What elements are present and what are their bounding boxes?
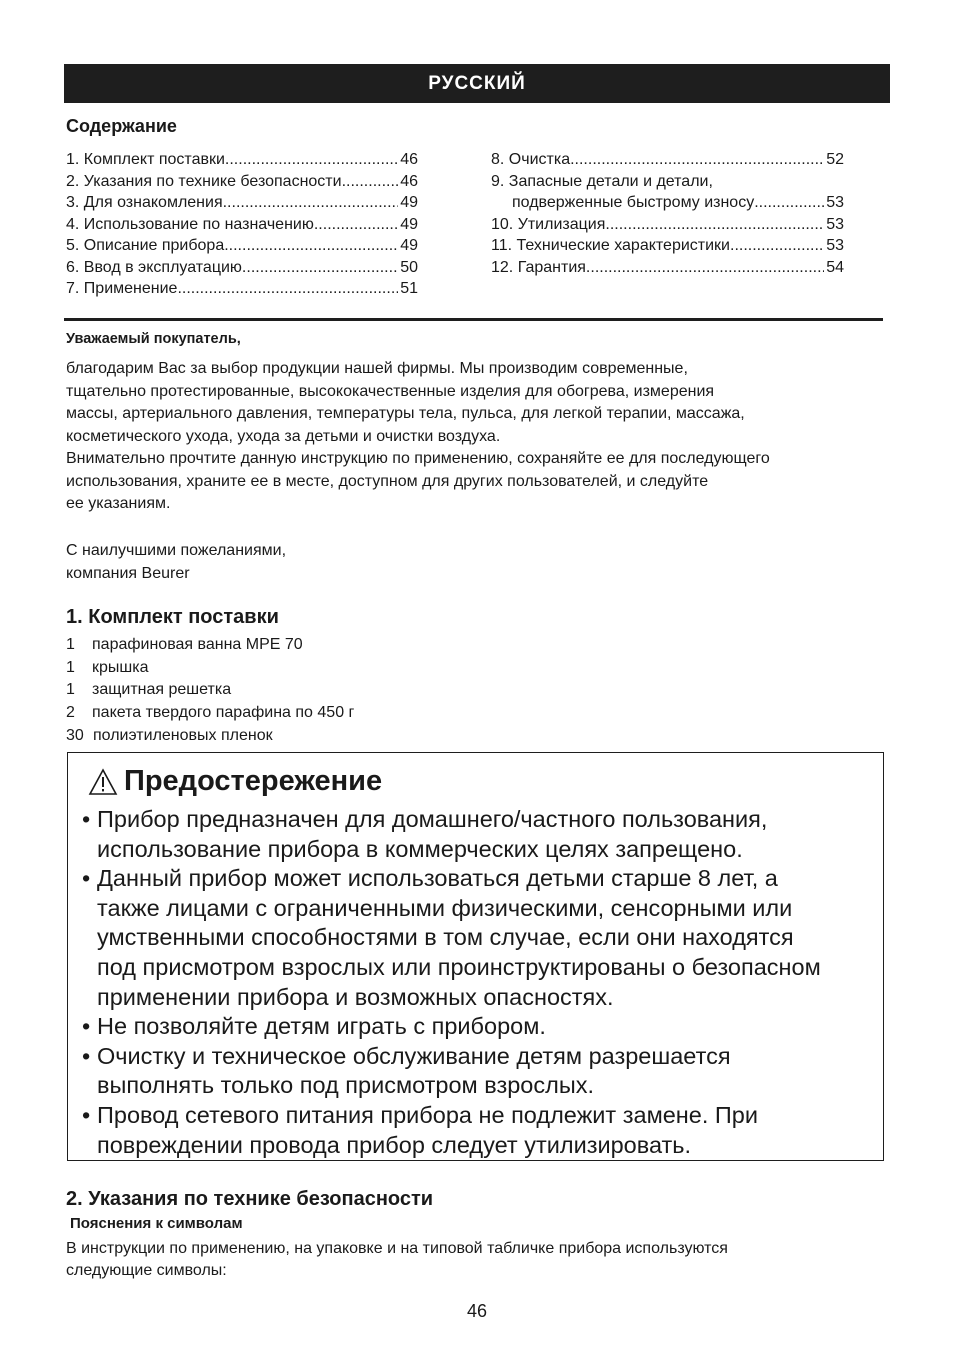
- text-line: Не позволяйте детям играть с прибором.: [97, 1013, 546, 1040]
- page-number: 46: [466, 1301, 488, 1321]
- list-item: 1 защитная решетка: [66, 681, 232, 699]
- bullet: •: [82, 865, 91, 892]
- list-item: 2 пакета твердого парафина по 450 г: [66, 704, 355, 722]
- toc-item[interactable]: подверженные быстрому износу ..... 53: [491, 192, 844, 214]
- toc-item[interactable]: 7. Применение ..... 51: [66, 278, 418, 300]
- toc-item[interactable]: 2. Указания по технике безопасности ..... 46: [66, 171, 418, 193]
- text-line: повреждении провода прибор следует утилизировать.: [97, 1131, 692, 1158]
- warning-item: [82, 1042, 821, 1101]
- intro-paragraph: [66, 358, 896, 516]
- text-line: Данный прибор может использоваться детьми старше 8 лет, а: [97, 865, 778, 892]
- warning-header: [88, 765, 382, 798]
- text-line: использования, храните ее в месте, доступном для других пользователей, и следуйте: [66, 472, 709, 490]
- text-line: тщательно протестированные, высококачественные изделия для обогрева, измерения: [66, 382, 715, 400]
- text-line: ее указаниям.: [66, 495, 171, 512]
- bullet: •: [82, 1101, 91, 1128]
- text-line: Очистку и техническое обслуживание детям разрешается: [97, 1042, 731, 1069]
- text-line: Прибор предназначен для домашнего/частного пользования,: [97, 806, 768, 832]
- section-2-title: 2. Указания по технике безопасности: [66, 1188, 434, 1210]
- warning-item: [82, 1101, 821, 1160]
- text-line: выполнять только под присмотром взрослых.: [97, 1072, 595, 1099]
- toc-item[interactable]: 1. Комплект поставки ..... 46: [66, 149, 418, 171]
- toc-right-column: [491, 149, 844, 278]
- toc-item[interactable]: 10. Утилизация ..... 53: [491, 214, 844, 236]
- bullet: •: [82, 1013, 91, 1040]
- warning-box: [67, 752, 884, 1161]
- greeting: Уважаемый покупатель,: [66, 331, 241, 347]
- text-line: умственными способностями в том случае, если они находятся: [97, 924, 794, 951]
- list-item: 30 полиэтиленовых пленок: [66, 726, 273, 744]
- section-divider: [64, 318, 883, 321]
- toc-left-column: [66, 149, 418, 300]
- toc-item[interactable]: 12. Гарантия ..... 54: [491, 257, 844, 279]
- bullet: •: [82, 806, 91, 832]
- text-line: В инструкции по применению, на упаковке и на типовой табличке прибора используются: [66, 1240, 728, 1257]
- section-2-paragraph: [66, 1238, 896, 1282]
- toc-item[interactable]: 5. Описание прибора ..... 49: [66, 235, 418, 257]
- text-line: применении прибора и возможных опасностях.: [97, 983, 614, 1010]
- toc-item[interactable]: 6. Ввод в эксплуатацию ..... 50: [66, 257, 418, 279]
- warning-triangle-icon: [88, 768, 118, 796]
- text-line: массы, артериального давления, температуры тела, пульса, для легкой терапии, массажа,: [66, 405, 745, 422]
- text-line: использование прибора в коммерческих целях запрещено.: [97, 835, 743, 862]
- warning-item: [82, 1012, 821, 1042]
- language-label: РУССКИЙ: [428, 72, 526, 94]
- toc-item[interactable]: 4. Использование по назначению ..... 49: [66, 214, 418, 236]
- text-line: также лицами с ограниченными физическими, сенсорными или: [97, 894, 793, 921]
- text-line: Провод сетевого питания прибора не подлежит замене. При: [97, 1101, 758, 1128]
- text-line: благодарим Вас за выбор продукции нашей фирмы. Мы производим современные,: [66, 360, 688, 377]
- text-line: косметического ухода, ухода за детьми и очистки воздуха.: [66, 427, 501, 445]
- closing-paragraph: [66, 540, 896, 585]
- toc-title: Содержание: [66, 116, 177, 136]
- warning-title: Предостережение: [124, 765, 383, 797]
- section-2-subtitle: Пояснения к символам: [70, 1215, 243, 1232]
- warning-item: [82, 805, 821, 864]
- supply-list: [66, 634, 354, 748]
- section-1-title: 1. Комплект поставки: [66, 606, 279, 628]
- warning-list: [82, 805, 821, 1160]
- list-item: 1 парафиновая ванна MPE 70: [66, 636, 303, 653]
- language-header: [64, 64, 890, 103]
- toc-item[interactable]: 8. Очистка ..... 52: [491, 149, 844, 171]
- toc-item[interactable]: 11. Технические характеристики ..... 53: [491, 235, 844, 257]
- text-line: следующие символы:: [66, 1262, 227, 1279]
- toc-item-first-line[interactable]: 9. Запасные детали и детали,: [491, 172, 713, 190]
- list-item: 1 крышка: [66, 658, 149, 676]
- warning-item: [82, 864, 821, 1012]
- bullet: •: [82, 1042, 91, 1069]
- text-line: компания Beurer: [66, 564, 190, 582]
- toc-item[interactable]: 3. Для ознакомления ..... 49: [66, 192, 418, 214]
- text-line: С наилучшими пожеланиями,: [66, 542, 287, 559]
- text-line: под присмотром взрослых или проинструктированы о безопасном: [97, 953, 821, 980]
- text-line: Внимательно прочтите данную инструкцию по применению, сохраняйте ее для последующего: [66, 450, 770, 467]
